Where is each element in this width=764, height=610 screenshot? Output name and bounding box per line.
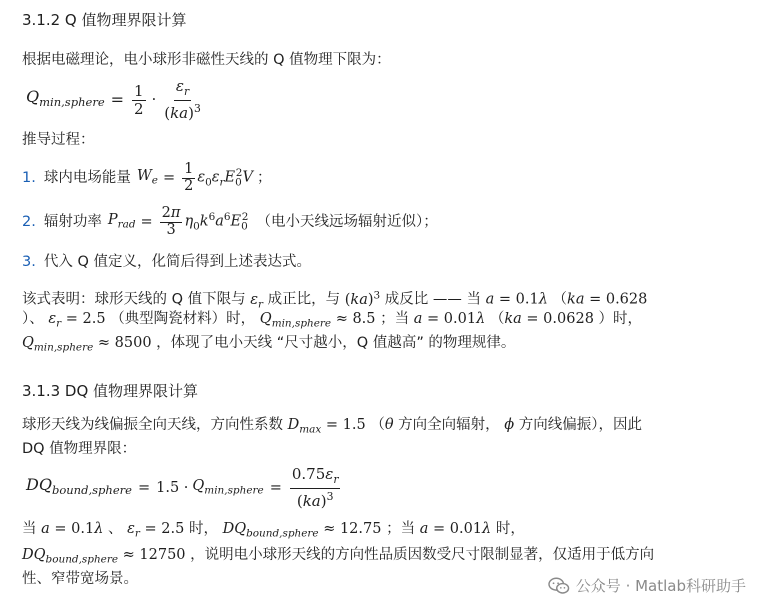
- dq-result-line-2: $DQ_{bound,sphere} \approx 12750$ ，说明电小球形天线的方向性品质因数受尺寸限制显著，仅适用于低方向: [22, 547, 655, 566]
- step-note: （电小天线远场辐射近似）；: [256, 214, 438, 230]
- step-number: 1.: [22, 170, 36, 186]
- analysis-line-1: 该式表明：球形天线的 Q 值下限与 $\varepsilon_r$ 成正比，与 (ka)$^3$ 成反比 —— 当 a = 0.1λ （ka = 0.628: [22, 289, 648, 311]
- section-heading-q: 3.1.2 Q 值物理界限计算: [22, 11, 187, 29]
- derivation-step-2: 2. 辐射功率 $P_{rad}$ = $\frac{2\pi}{3}$ $\eta_0k^6a^6E_0^2$ （电小天线远场辐射近似）；: [22, 204, 438, 238]
- section-heading-dq: 3.1.3 DQ 值物理界限计算: [22, 382, 199, 400]
- equation-qmin: $Q_{min,sphere}$ = $\frac{1}{2}$ · $\frac{\varepsilon_r}{(ka)^3}$: [26, 77, 201, 123]
- derivation-step-1: 1. 球内电场能量 $W_e$ = $\frac{1}{2}$ $\varepsilon_0\varepsilon_rE_0^2V$ ；: [22, 160, 272, 194]
- equation-dq: $DQ_{bound,sphere}$ = 1.5 · $Q_{min,sphere}$ = $\frac{0.75\varepsilon_r}{(ka)^3}$: [26, 465, 339, 511]
- wechat-icon: [548, 576, 570, 596]
- step-number: 2.: [22, 214, 36, 230]
- dq-result-line-3: 性、窄带宽场景。: [22, 571, 138, 587]
- watermark-text: 公众号 · Matlab科研助手: [575, 577, 746, 595]
- analysis-line-3: $Q_{min,sphere} \approx 8500$ ，体现了电小天线 “尺寸越小，Q 值越高” 的物理规律。: [22, 335, 516, 354]
- step-text: 辐射功率: [43, 214, 102, 230]
- intro-paragraph: 根据电磁理论，电小球形非磁性天线的 Q 值物理下限为：: [22, 52, 391, 68]
- dq-result-line-1: 当 a = 0.1λ 、 $\varepsilon_r = 2.5$ 时， $DQ_{bound,sphere} \approx 12.75$ ；当 a = 0.01λ 时，: [22, 521, 525, 540]
- analysis-line-2: ）、 $\varepsilon_r = 2.5$ （典型陶瓷材料）时， $Q_{min,sphere} \approx 8.5$ ；当 a = 0.01λ （ka = 0.0628 ）时，: [22, 311, 643, 330]
- dq-intro-line-1: 球形天线为线偏振全向天线，方向性系数 $D_{max} = 1.5$ （θ 方向全向辐射， ϕ 方向线偏振），因此: [22, 417, 643, 436]
- derivation-step-3: 3. 代入 Q 值定义，化简后得到上述表达式。: [22, 254, 311, 270]
- watermark: [548, 575, 746, 596]
- step-text: 球内电场能量: [43, 170, 131, 186]
- dq-intro-line-2: DQ 值物理界限：: [22, 441, 137, 457]
- derivation-label: 推导过程：: [22, 132, 95, 148]
